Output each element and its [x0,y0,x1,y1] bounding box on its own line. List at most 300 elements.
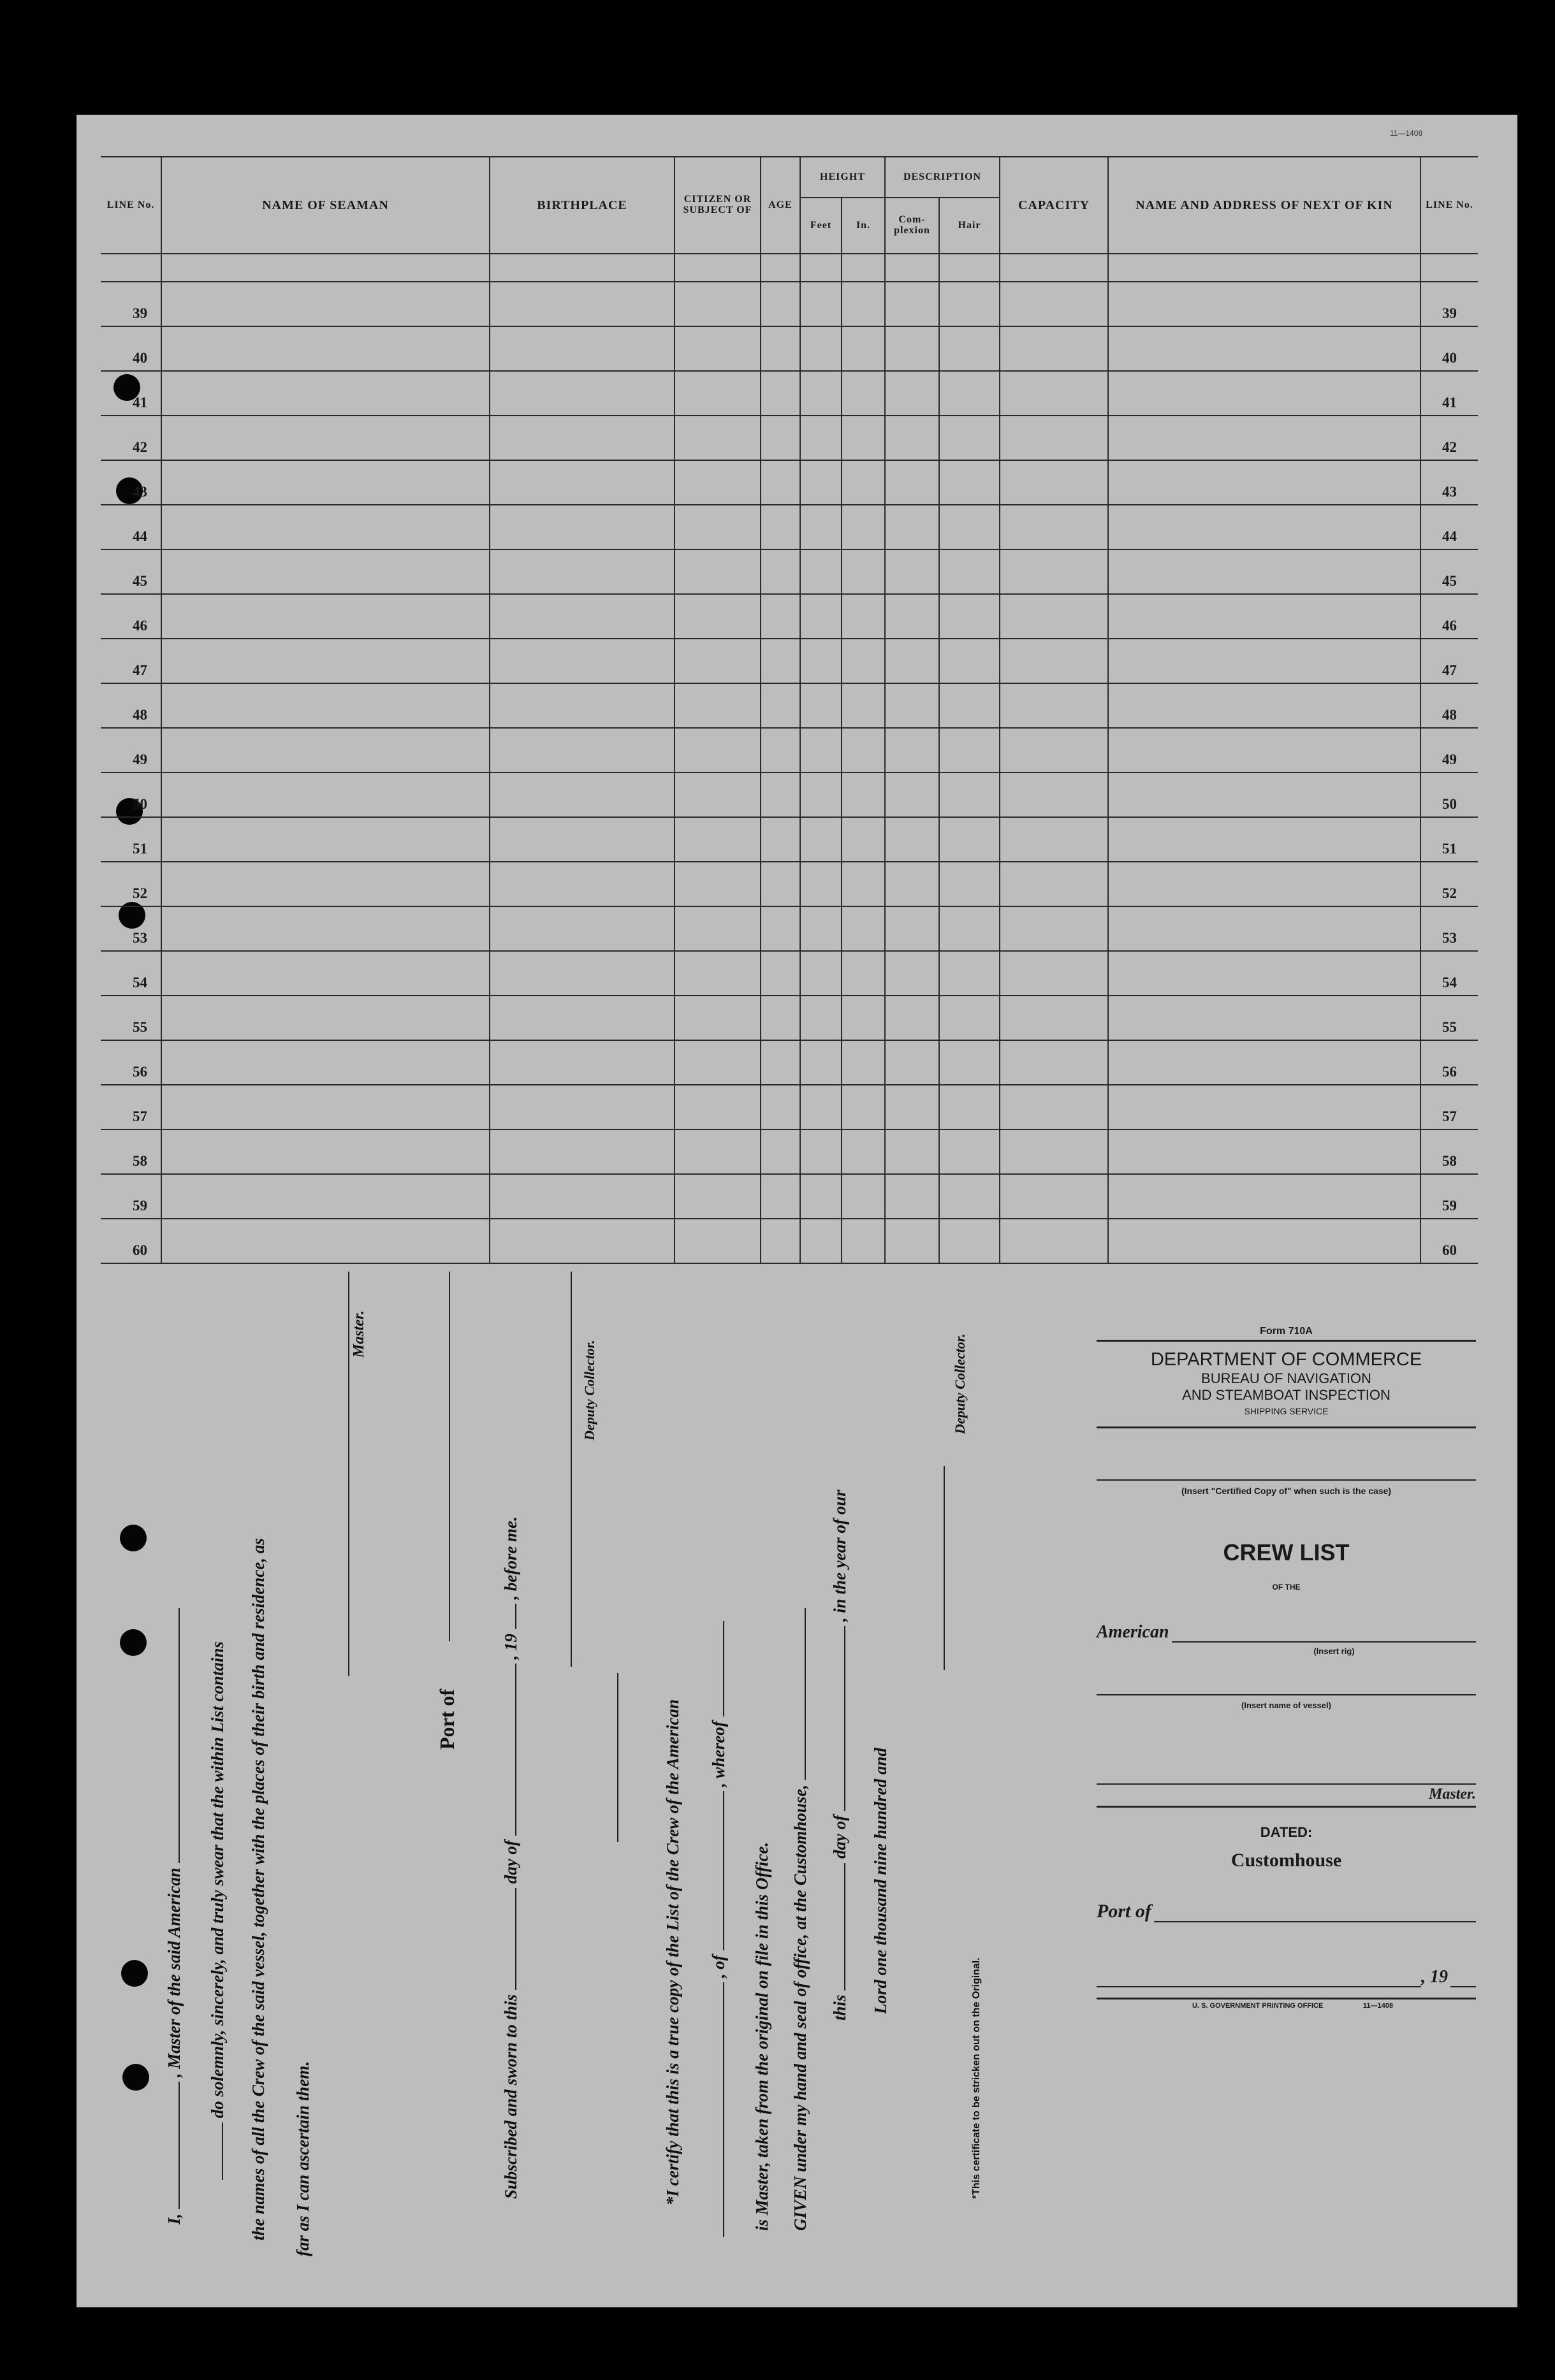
table-cell[interactable] [761,906,800,951]
given-day-of: day of [830,1815,849,1859]
table-cell[interactable] [161,460,490,505]
table-cell[interactable] [800,326,842,371]
table-cell[interactable] [842,460,885,505]
table-cell[interactable] [161,996,490,1040]
oath-text-3: the names of all the Crew of the said vessel, together with the places of their birth and residence, as [249,1538,268,2240]
table-cell[interactable] [761,371,800,416]
table-cell[interactable] [1000,594,1108,639]
vessel-name-blank-line[interactable] [1097,1694,1476,1695]
table-cell[interactable] [885,862,939,906]
table-cell[interactable] [1108,862,1420,906]
given-month-blank[interactable] [844,1626,845,1811]
table-cell[interactable] [885,817,939,862]
table-cell[interactable] [1000,951,1108,996]
table-cell[interactable] [761,862,800,906]
table-cell[interactable] [800,773,842,817]
table-cell[interactable] [161,951,490,996]
table-row [101,1174,1478,1219]
subscribed-day-blank[interactable] [515,1888,516,1990]
given-day-blank[interactable] [844,1863,845,1991]
table-cell[interactable] [842,951,885,996]
table-cell[interactable] [885,549,939,594]
port-of-line[interactable] [449,1272,450,1641]
table-cell[interactable] [1000,416,1108,460]
table-cell[interactable] [885,282,939,326]
table-cell[interactable] [800,906,842,951]
table-cell[interactable] [939,594,1000,639]
deputy-collector-label-2: Deputy Collector. [952,1333,968,1434]
oath-line-3 [249,1538,268,2240]
table-cell[interactable] [1108,1129,1420,1174]
table-cell[interactable] [161,1219,490,1263]
american-rig-line [1097,1622,1476,1643]
table-cell[interactable] [675,996,761,1040]
table-cell[interactable] [939,951,1000,996]
header-capacity: CAPACITY [1000,157,1108,254]
table-cell[interactable] [1000,1219,1108,1263]
table-cell[interactable] [885,906,939,951]
port-of-label: Port of [435,1688,458,1750]
table-cell[interactable] [1108,460,1420,505]
table-cell[interactable] [939,996,1000,1040]
table-cell[interactable] [1000,639,1108,683]
table-cell[interactable] [761,951,800,996]
table-cell[interactable] [885,951,939,996]
table-cell[interactable] [800,282,842,326]
table-cell[interactable] [1108,326,1420,371]
line-number-left: 58 [101,1129,161,1174]
table-cell[interactable] [1108,906,1420,951]
table-cell[interactable] [761,416,800,460]
table-cell[interactable] [761,1174,800,1219]
table-cell[interactable] [800,951,842,996]
certified-copy-blank[interactable] [1097,1479,1476,1481]
form-code: 11—1408 [1390,129,1423,138]
certify-master-blank[interactable] [723,1622,724,1717]
line-number-right: 55 [1420,996,1478,1040]
oath-i-label: I, [164,2213,184,2224]
table-cell[interactable] [842,371,885,416]
table-cell[interactable] [800,549,842,594]
table-cell[interactable] [490,371,675,416]
master-name-blank[interactable] [179,2082,180,2209]
oath-blank[interactable] [222,2122,223,2180]
master-blank-line[interactable] [1097,1783,1476,1785]
table-cell[interactable] [675,683,761,728]
table-cell[interactable] [675,862,761,906]
table-cell[interactable] [761,594,800,639]
department-heading: DEPARTMENT OF COMMERCE [1150,1349,1422,1370]
table-cell[interactable] [490,326,675,371]
table-cell[interactable] [675,1129,761,1174]
bureau-heading-1: BUREAU OF NAVIGATION [1201,1370,1371,1386]
table-cell[interactable] [1108,1085,1420,1129]
table-cell[interactable] [761,1129,800,1174]
certificate-footnote: *This certificate to be stricken out on the Original. [971,1957,982,2199]
table-cell[interactable] [939,505,1000,549]
line-number-right: 59 [1420,1174,1478,1219]
line-number-right: 49 [1420,728,1478,773]
table-cell[interactable] [1000,728,1108,773]
table-cell[interactable] [939,728,1000,773]
table-cell[interactable] [885,683,939,728]
table-cell[interactable] [161,906,490,951]
table-cell[interactable] [1000,282,1108,326]
table-cell[interactable] [675,817,761,862]
table-row [101,1085,1478,1129]
table-cell[interactable] [939,460,1000,505]
header-line-no-right: LINE No. [1420,157,1478,254]
punch-hole [120,1525,147,1551]
line-number-left: 51 [101,817,161,862]
table-cell[interactable] [761,773,800,817]
table-row [101,773,1478,817]
table-cell[interactable] [761,282,800,326]
table-cell[interactable] [1000,505,1108,549]
shipping-service: SHIPPING SERVICE [1244,1406,1329,1416]
table-cell[interactable] [675,1040,761,1085]
table-cell[interactable] [1108,282,1420,326]
line-number-right: 60 [1420,1219,1478,1263]
deputy-collector-signature-line-2[interactable] [944,1466,945,1670]
line-number-left: 40 [101,326,161,371]
cover-rule [1097,1426,1476,1428]
table-cell[interactable] [761,1219,800,1263]
table-row [101,728,1478,773]
table-cell[interactable] [842,773,885,817]
table-cell[interactable] [885,1129,939,1174]
table-cell[interactable] [939,549,1000,594]
table-cell[interactable] [490,549,675,594]
table-cell[interactable] [675,460,761,505]
table-cell[interactable] [490,996,675,1040]
oath-line-1 [164,1608,184,2224]
table-cell[interactable] [1108,996,1420,1040]
table-cell[interactable] [675,326,761,371]
table-cell[interactable] [1000,460,1108,505]
table-cell[interactable] [761,1085,800,1129]
line-number-right: 43 [1420,460,1478,505]
table-cell[interactable] [885,996,939,1040]
table-cell[interactable] [761,505,800,549]
certify-vessel-blank[interactable] [723,1982,724,2237]
table-cell[interactable] [842,1085,885,1129]
header-name-of-seaman: NAME OF SEAMAN [161,157,490,254]
table-cell[interactable] [885,505,939,549]
table-cell[interactable] [885,728,939,773]
table-cell[interactable] [675,594,761,639]
deputy-collector-signature-line[interactable] [571,1272,572,1667]
table-cell[interactable] [675,906,761,951]
table-cell[interactable] [800,639,842,683]
table-cell[interactable] [800,996,842,1040]
date-cover-blank[interactable] [1097,1985,1421,1987]
table-cell[interactable] [161,639,490,683]
table-cell[interactable] [490,1129,675,1174]
table-cell[interactable] [161,371,490,416]
table-cell[interactable] [939,817,1000,862]
table-cell[interactable] [161,594,490,639]
table-cell[interactable] [842,639,885,683]
header-next-of-kin: NAME AND ADDRESS OF NEXT OF KIN [1108,157,1420,254]
table-cell[interactable] [1000,996,1108,1040]
table-cell[interactable] [161,326,490,371]
line-number-right: 48 [1420,683,1478,728]
table-cell[interactable] [885,594,939,639]
line-number-left: 44 [101,505,161,549]
table-cell[interactable] [761,728,800,773]
table-cell[interactable] [761,1040,800,1085]
table-cell[interactable] [1108,416,1420,460]
table-cell[interactable] [842,1219,885,1263]
table-cell[interactable] [1000,773,1108,817]
lord-line [871,1748,891,2014]
table-cell[interactable] [490,1040,675,1085]
crew-list-title: CREW LIST [1223,1539,1350,1565]
table-cell[interactable] [761,683,800,728]
table-cell[interactable] [490,1219,675,1263]
table-cell[interactable] [490,505,675,549]
table-cell[interactable] [800,817,842,862]
header-inches: In. [842,198,885,254]
table-cell[interactable] [842,549,885,594]
table-cell[interactable] [842,416,885,460]
table-cell[interactable] [161,862,490,906]
table-cell[interactable] [675,416,761,460]
table-cell[interactable] [1108,1174,1420,1219]
table-cell[interactable] [1108,728,1420,773]
table-cell[interactable] [490,282,675,326]
table-cell[interactable] [161,549,490,594]
table-cell[interactable] [1108,1040,1420,1085]
table-row [101,639,1478,683]
this-day-line [830,1490,850,2021]
table-cell[interactable] [761,817,800,862]
year-prefix-label: , 19 [1421,1967,1448,1987]
table-cell[interactable] [1108,1219,1420,1263]
line-number-right: 52 [1420,862,1478,906]
table-cell[interactable] [800,371,842,416]
separator-line [617,1673,618,1842]
table-cell[interactable] [675,639,761,683]
table-cell[interactable] [761,639,800,683]
table-cell[interactable] [939,416,1000,460]
table-cell[interactable] [842,906,885,951]
table-cell[interactable] [939,282,1000,326]
line-number-right: 56 [1420,1040,1478,1085]
table-cell[interactable] [1108,371,1420,416]
table-cell[interactable] [675,1085,761,1129]
table-row [101,460,1478,505]
table-cell[interactable] [675,282,761,326]
table-cell[interactable] [939,1085,1000,1129]
table-cell[interactable] [161,1129,490,1174]
table-cell[interactable] [490,951,675,996]
table-cell[interactable] [885,371,939,416]
table-cell[interactable] [1000,817,1108,862]
subscribed-year-blank[interactable] [515,1604,516,1629]
table-row [101,505,1478,549]
table-cell[interactable] [842,326,885,371]
table-cell[interactable] [490,728,675,773]
table-cell[interactable] [939,862,1000,906]
certify-whereof: , whereof [709,1721,728,1787]
table-cell[interactable] [761,326,800,371]
table-cell[interactable] [675,549,761,594]
table-cell[interactable] [1000,1129,1108,1174]
table-cell[interactable] [761,996,800,1040]
table-cell[interactable] [842,594,885,639]
table-cell[interactable] [800,1219,842,1263]
table-cell[interactable] [842,817,885,862]
table-cell[interactable] [800,505,842,549]
table-cell[interactable] [800,460,842,505]
oath-line-2 [208,1641,228,2180]
table-cell[interactable] [1000,862,1108,906]
table-cell[interactable] [1000,1085,1108,1129]
master-signature-line[interactable] [348,1272,349,1676]
table-cell[interactable] [800,1040,842,1085]
table-cell[interactable] [885,326,939,371]
table-cell[interactable] [1108,594,1420,639]
table-cell[interactable] [885,773,939,817]
table-cell[interactable] [800,594,842,639]
table-cell[interactable] [490,1085,675,1129]
table-cell[interactable] [939,1040,1000,1085]
table-cell[interactable] [1108,549,1420,594]
certify-home-port-blank[interactable] [723,1792,724,1951]
year-cover-blank[interactable] [1450,1985,1476,1987]
subscribed-month-blank[interactable] [515,1664,516,1836]
given-in-year: , in the year of our [830,1490,849,1622]
table-cell[interactable] [761,460,800,505]
table-cell[interactable] [939,773,1000,817]
table-cell[interactable] [490,817,675,862]
table-cell[interactable] [1000,549,1108,594]
table-cell[interactable] [939,1174,1000,1219]
certify-line [663,1699,683,2205]
table-cell[interactable] [161,817,490,862]
table-cell[interactable] [675,951,761,996]
table-cell[interactable] [939,371,1000,416]
table-cell[interactable] [161,282,490,326]
table-cell[interactable] [675,773,761,817]
table-cell[interactable] [842,862,885,906]
table-cell[interactable] [490,639,675,683]
table-row [101,416,1478,460]
table-cell[interactable] [842,282,885,326]
table-cell[interactable] [490,1174,675,1219]
table-cell[interactable] [490,683,675,728]
table-cell[interactable] [800,416,842,460]
table-cell[interactable] [939,1129,1000,1174]
rig-blank[interactable] [1172,1640,1476,1643]
table-cell[interactable] [800,862,842,906]
table-cell[interactable] [1108,639,1420,683]
table-cell[interactable] [490,460,675,505]
table-cell[interactable] [1108,817,1420,862]
table-cell[interactable] [161,505,490,549]
form-number: Form 710A [1260,1326,1313,1337]
table-cell[interactable] [885,460,939,505]
table-cell[interactable] [842,1040,885,1085]
table-cell[interactable] [161,773,490,817]
table-cell[interactable] [842,683,885,728]
table-cell[interactable] [939,906,1000,951]
table-cell[interactable] [842,728,885,773]
table-cell[interactable] [885,1040,939,1085]
table-cell[interactable] [490,416,675,460]
table-cell[interactable] [1000,371,1108,416]
table-cell[interactable] [161,1174,490,1219]
table-cell[interactable] [1108,951,1420,996]
vessel-name-blank[interactable] [179,1608,180,1863]
table-cell[interactable] [675,728,761,773]
table-cell[interactable] [885,1174,939,1219]
table-row [101,1040,1478,1085]
customhouse-label: Customhouse [1230,1850,1342,1871]
table-cell[interactable] [939,1219,1000,1263]
table-cell[interactable] [490,773,675,817]
table-cell[interactable] [161,728,490,773]
port-of-cover-blank[interactable] [1154,1920,1476,1922]
table-cell[interactable] [1000,1174,1108,1219]
line-number-left: 48 [101,683,161,728]
table-cell[interactable] [490,594,675,639]
table-cell[interactable] [842,1174,885,1219]
table-row [101,594,1478,639]
table-cell[interactable] [800,1085,842,1129]
table-cell[interactable] [1000,326,1108,371]
table-cell[interactable] [842,505,885,549]
table-cell[interactable] [939,326,1000,371]
table-row [101,951,1478,996]
table-cell[interactable] [842,1129,885,1174]
table-cell[interactable] [800,1174,842,1219]
table-cell[interactable] [800,1129,842,1174]
table-cell[interactable] [885,416,939,460]
table-cell[interactable] [1108,773,1420,817]
table-cell[interactable] [1108,505,1420,549]
table-cell[interactable] [842,996,885,1040]
table-cell[interactable] [885,1085,939,1129]
table-cell[interactable] [161,1085,490,1129]
table-cell[interactable] [885,1219,939,1263]
table-cell[interactable] [1000,906,1108,951]
table-cell[interactable] [675,1174,761,1219]
table-cell[interactable] [800,728,842,773]
table-cell[interactable] [675,505,761,549]
table-cell[interactable] [675,1219,761,1263]
punch-hole [120,1629,147,1656]
line-number-left: 41 [101,371,161,416]
table-cell[interactable] [161,683,490,728]
table-cell[interactable] [1108,683,1420,728]
table-cell[interactable] [490,906,675,951]
table-cell[interactable] [939,683,1000,728]
table-cell[interactable] [490,862,675,906]
table-cell[interactable] [885,639,939,683]
table-cell[interactable] [675,371,761,416]
table-cell[interactable] [161,1040,490,1085]
table-cell[interactable] [761,549,800,594]
table-cell[interactable] [1000,683,1108,728]
table-cell[interactable] [800,683,842,728]
table-cell[interactable] [939,639,1000,683]
given-customhouse-blank[interactable] [805,1608,806,1780]
table-cell[interactable] [161,416,490,460]
table-cell[interactable] [1000,1040,1108,1085]
